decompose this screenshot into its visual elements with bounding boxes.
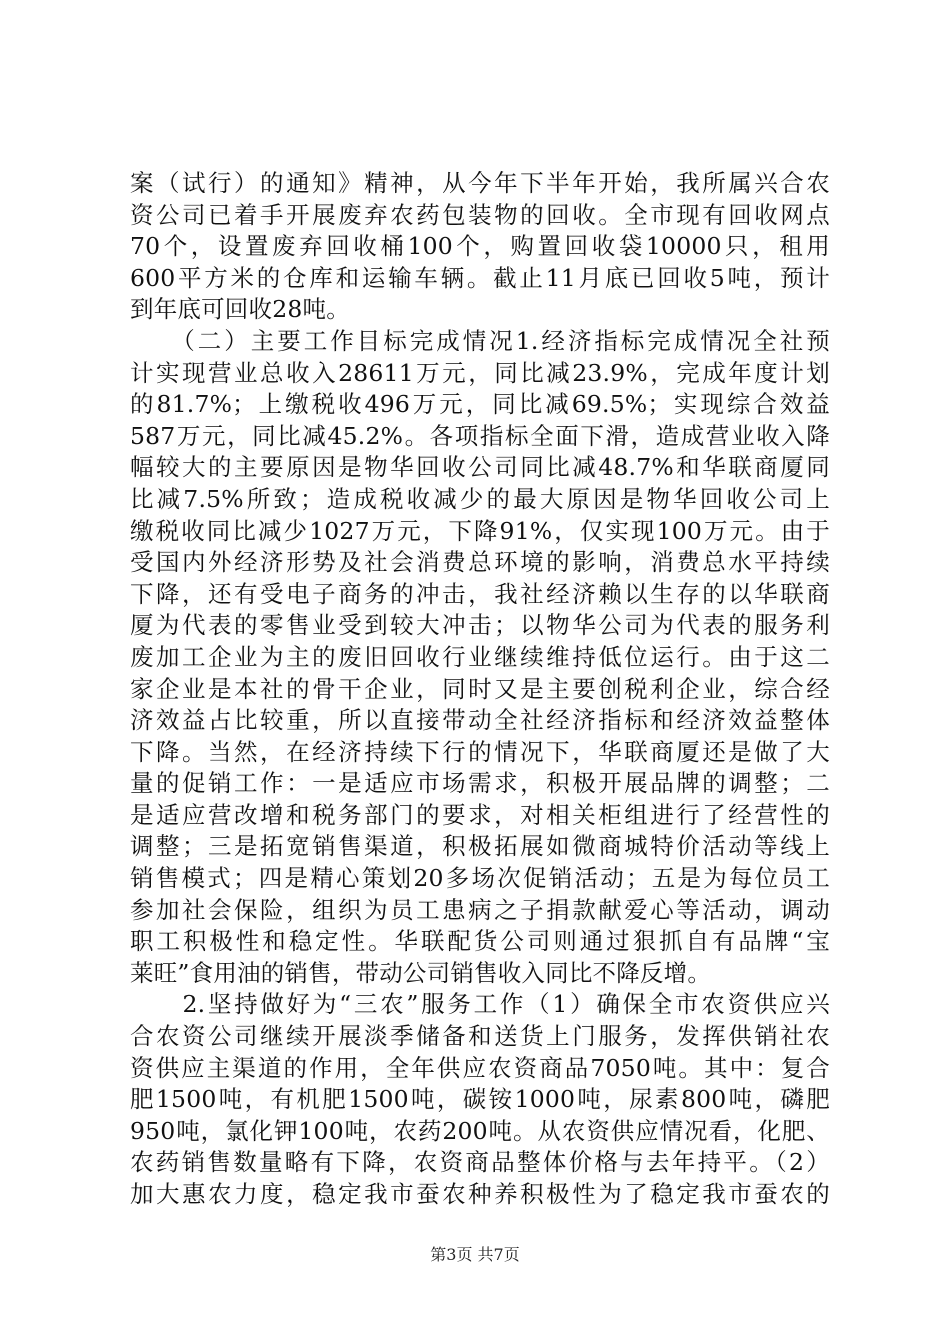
text-line: 资供应主渠道的作用，全年供应农资商品7050吨。其中：复合 bbox=[130, 1053, 830, 1082]
text-line: 调整；三是拓宽销售渠道，积极拓展如微商城特价活动等线上 bbox=[130, 832, 830, 861]
text-line: 2.坚持做好为“三农”服务工作（1）确保全市农资供应兴 bbox=[130, 990, 830, 1019]
text-line: 受国内外经济形势及社会消费总环境的影响，消费总水平持续 bbox=[130, 548, 830, 577]
text-line: 下降，还有受电子商务的冲击，我社经济赖以生存的以华联商 bbox=[130, 579, 830, 608]
text-line: 950吨，氯化钾100吨，农药200吨。从农资供应情况看，化肥、 bbox=[130, 1116, 830, 1145]
text-line: 加大惠农力度，稳定我市蚕农种养积极性为了稳定我市蚕农的 bbox=[130, 1180, 830, 1208]
text-line: 计实现营业总收入28611万元，同比减23.9%，完成年度计划 bbox=[130, 358, 830, 387]
text-line: 缴税收同比减少1027万元，下降91%，仅实现100万元。由于 bbox=[130, 516, 830, 545]
text-line: 案（试行）的通知》精神，从今年下半年开始，我所属兴合农 bbox=[130, 169, 830, 197]
text-line: 农药销售数量略有下降，农资商品整体价格与去年持平。（2） bbox=[130, 1148, 830, 1177]
text-line: 合农资公司继续开展淡季储备和送货上门服务，发挥供销社农 bbox=[130, 1022, 830, 1051]
text-line: 70个，设置废弃回收桶100个，购置回收袋10000只，租用 bbox=[130, 232, 830, 261]
text-line: 销售模式；四是精心策划20多场次促销活动；五是为每位员工 bbox=[130, 864, 830, 893]
text-line: 到年底可回收28吨。 bbox=[130, 295, 350, 324]
text-line: 厦为代表的零售业受到较大冲击；以物华公司为代表的服务利 bbox=[130, 611, 830, 640]
text-line: 家企业是本社的骨干企业，同时又是主要创税利企业，综合经 bbox=[130, 674, 830, 703]
text-line: 600平方米的仓库和运输车辆。截止11月底已回收5吨，预计 bbox=[130, 263, 830, 292]
body-text bbox=[130, 168, 830, 1211]
text-line: 比减7.5%所致；造成税收减少的最大原因是物华回收公司上 bbox=[130, 484, 830, 513]
text-line: 量的促销工作：一是适应市场需求，积极开展品牌的调整；二 bbox=[130, 769, 830, 798]
page-footer: 第3页 共7页 bbox=[430, 1245, 520, 1264]
text-line: 资公司已着手开展废弃农药包装物的回收。全市现有回收网点 bbox=[130, 200, 830, 229]
text-line: 参加社会保险，组织为员工患病之子捐款献爱心等活动，调动 bbox=[130, 895, 830, 924]
text-line: 是适应营改增和税务部门的要求，对相关柜组进行了经营性的 bbox=[130, 800, 830, 829]
text-line: 废加工企业为主的废旧回收行业继续维持低位运行。由于这二 bbox=[130, 642, 830, 671]
text-line: 幅较大的主要原因是物华回收公司同比减48.7%和华联商厦同 bbox=[130, 453, 830, 482]
text-line: 肥1500吨，有机肥1500吨，碳铵1000吨，尿素800吨，磷肥 bbox=[130, 1085, 830, 1114]
text-line: 587万元，同比减45.2%。各项指标全面下滑，造成营业收入降 bbox=[130, 421, 830, 450]
text-line: 济效益占比较重，所以直接带动全社经济指标和经济效益整体 bbox=[130, 706, 830, 735]
text-line: 的81.7%；上缴税收496万元，同比减69.5%；实现综合效益 bbox=[130, 390, 830, 419]
text-line: 下降。当然，在经济持续下行的情况下，华联商厦还是做了大 bbox=[130, 737, 830, 766]
text-line: （二）主要工作目标完成情况1.经济指标完成情况全社预 bbox=[130, 326, 830, 355]
text-line: 职工积极性和稳定性。华联配货公司则通过狠抓自有品牌“宝 bbox=[130, 927, 830, 956]
text-line: 莱旺”食用油的销售，带动公司销售收入同比不降反增。 bbox=[130, 958, 712, 987]
